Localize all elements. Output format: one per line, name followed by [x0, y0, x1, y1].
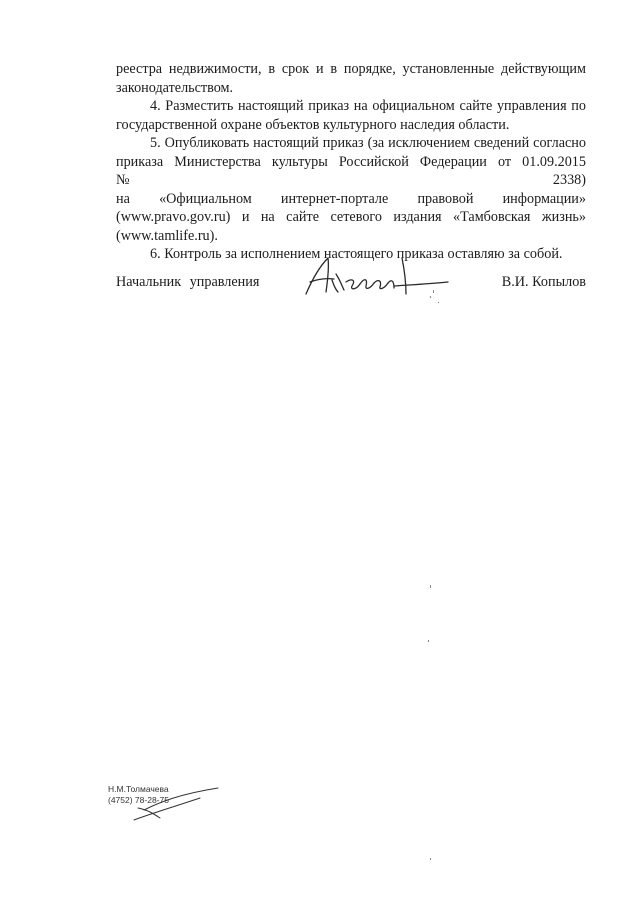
paragraph-item-4 [116, 97, 586, 134]
scan-speck [430, 585, 431, 588]
text-line: (www.pravo.gov.ru) и на сайте сетевого издания «Тамбовская жизнь» [116, 209, 586, 225]
text-line: 4. Разместить настоящий приказ на официальном сайте управления по [150, 98, 586, 114]
text-line: 6. Контроль за исполнением настоящего приказа оставляю за собой. [150, 246, 563, 262]
text-line: 5. Опубликовать настоящий приказ (за исключением сведений согласно [150, 135, 586, 151]
executor-phone: (4752) 78-28-75 [108, 795, 169, 805]
handwritten-signature-icon [298, 252, 458, 308]
scan-speck [433, 290, 434, 293]
paragraph-item-5 [116, 134, 586, 245]
scan-speck [430, 858, 431, 860]
text-line: (www.tamlife.ru). [116, 227, 218, 244]
signatory-title: Начальник управления [116, 274, 260, 290]
scan-speck [428, 640, 429, 642]
executor-name: Н.М.Толмачева [108, 784, 169, 794]
handwritten-initials-icon [130, 780, 230, 830]
text-line: законодательством. [116, 79, 234, 96]
document-body [116, 60, 586, 264]
paragraph-registry [116, 60, 586, 97]
text-line: приказа Министерства культуры Российской Федерации от 01.09.2015 №2338) [116, 153, 586, 188]
text-line: государственной охране объектов культурного наследия области. [116, 116, 510, 133]
signatory-name: В.И. Копылов [501, 274, 586, 290]
text-line: на «Официальном интернет-портале правовой информации» [116, 190, 586, 207]
text-line: реестра недвижимости, в срок и в порядке, установленные действующим [116, 61, 586, 77]
